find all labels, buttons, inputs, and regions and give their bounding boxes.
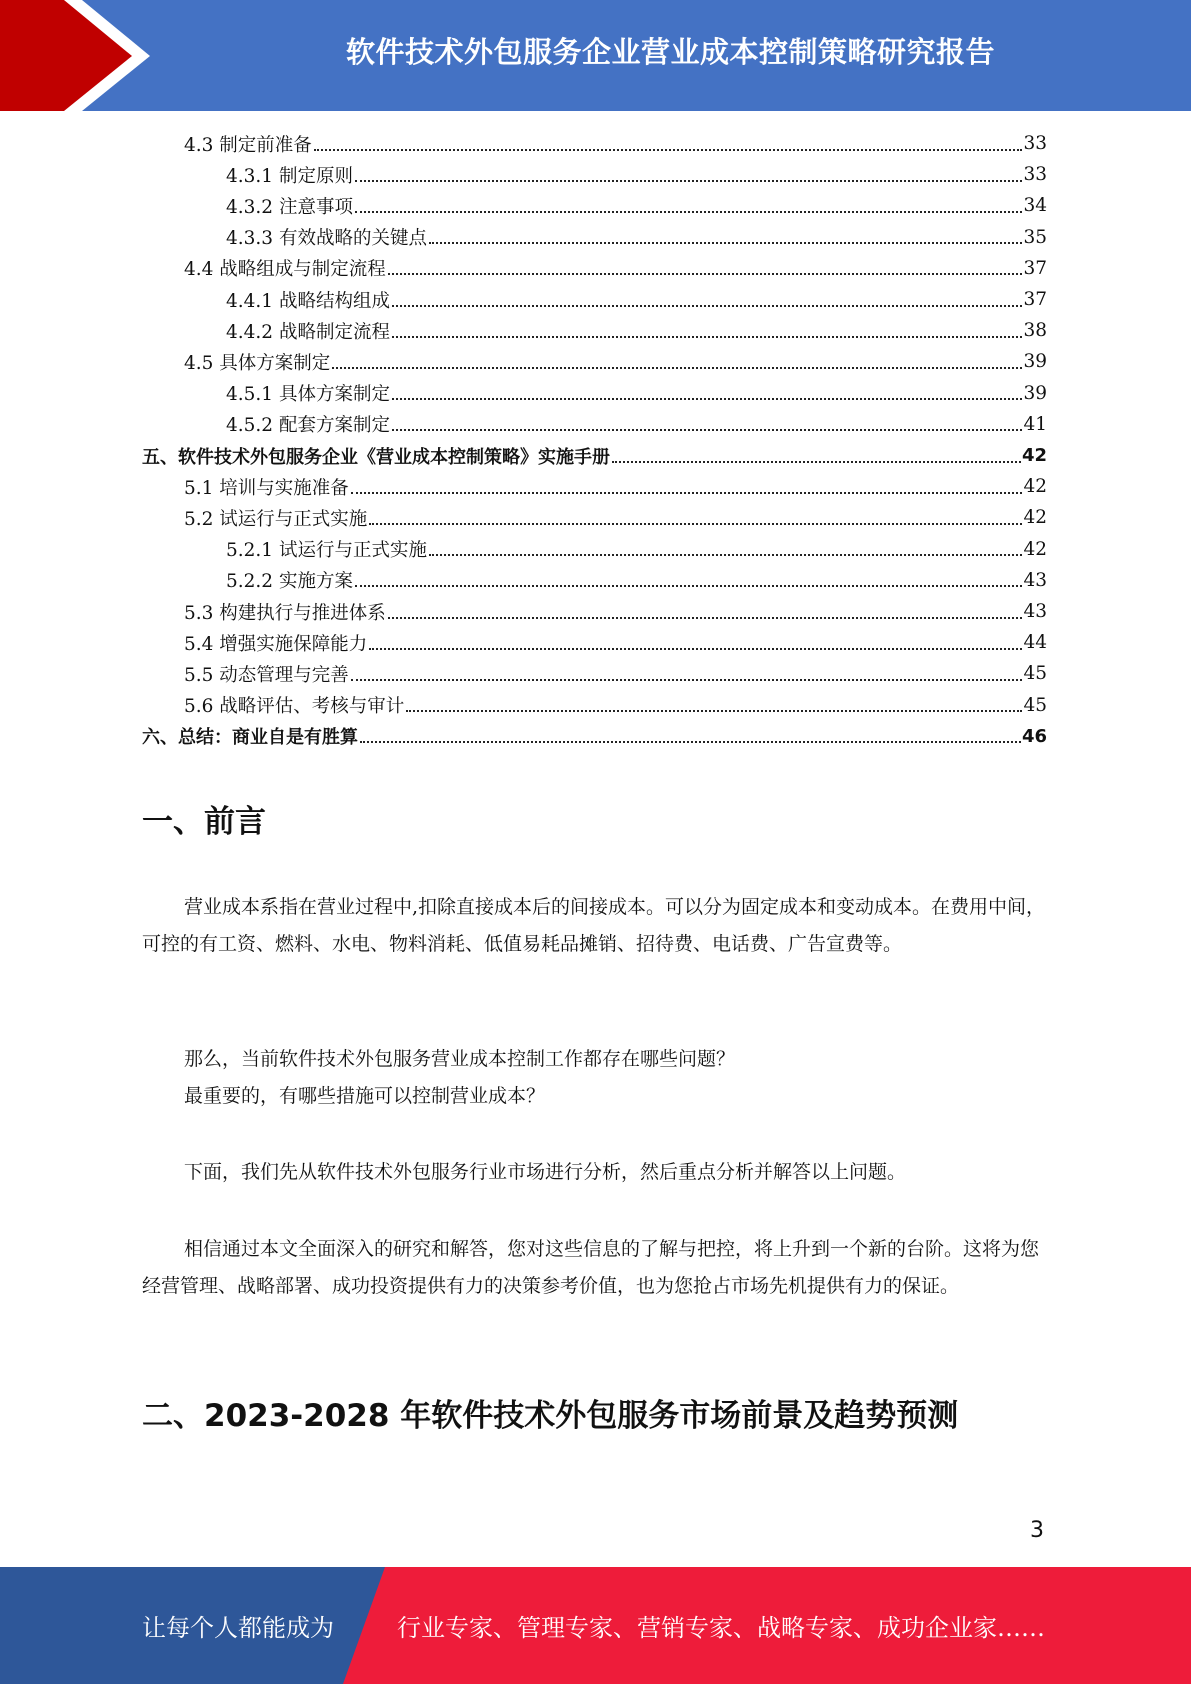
toc-entry[interactable] [226, 159, 1047, 190]
toc-entry[interactable] [226, 222, 1047, 253]
toc-dot-leader [388, 617, 1023, 619]
toc-dot-leader [360, 741, 1021, 743]
toc-entry-title: 五、软件技术外包服务企业《营业成本控制策略》实施手册 [142, 446, 610, 468]
paragraph-definition: 营业成本系指在营业过程中,扣除直接成本后的间接成本。可以分为固定成本和变动成本。在费用中间，可控的有工资、燃料、水电、物料消耗、低值易耗品摊销、招待费、电话费、广告宣费等。 [142, 896, 1046, 955]
toc-entry[interactable] [226, 284, 1047, 315]
toc-entry[interactable] [226, 190, 1047, 221]
toc-entry-title: 4.4.1 战略结构组成 [226, 290, 390, 312]
toc-entry-page: 42 [1023, 507, 1047, 529]
toc-dot-leader [355, 585, 1023, 587]
toc-entry[interactable] [184, 502, 1047, 533]
paragraph-question-2: 最重要的，有哪些措施可以控制营业成本？ [184, 1085, 546, 1107]
paragraph-approach: 下面，我们先从软件技术外包服务行业市场进行分析，然后重点分析并解答以上问题。 [184, 1161, 907, 1183]
toc-entry-page: 35 [1023, 226, 1047, 248]
page-number: 3 [1030, 1518, 1044, 1543]
toc-entry[interactable] [226, 378, 1047, 409]
toc-dot-leader [392, 429, 1022, 431]
toc-entry-page: 42 [1021, 445, 1047, 466]
toc-entry[interactable] [226, 409, 1047, 440]
toc-dot-leader [369, 648, 1022, 650]
toc-entry[interactable] [184, 253, 1047, 284]
toc-entry-title: 5.5 动态管理与完善 [184, 664, 349, 686]
toc-dot-leader [351, 679, 1023, 681]
footer-slogan-left: 让每个人都能成为 [142, 1614, 334, 1642]
toc-entry-page: 33 [1023, 133, 1047, 154]
toc-entry-title: 六、总结：商业自是有胜算 [142, 727, 358, 749]
toc-entry-title: 5.3 构建执行与推进体系 [184, 602, 386, 624]
paragraph-question-1: 那么，当前软件技术外包服务营业成本控制工作都存在哪些问题？ [184, 1048, 736, 1070]
toc-entry-title: 5.2.2 实施方案 [226, 571, 353, 593]
toc-entry-title: 5.4 增强实施保障能力 [184, 633, 368, 655]
toc-dot-leader [332, 367, 1022, 369]
toc-entry-page: 45 [1023, 694, 1047, 716]
toc-entry[interactable] [226, 534, 1047, 565]
toc-dot-leader [392, 305, 1022, 307]
toc-entry-title: 4.5 具体方案制定 [184, 352, 331, 374]
toc-entry[interactable] [184, 471, 1047, 502]
section-heading-preface: 一、前言 [142, 804, 266, 840]
toc-entry-page: 37 [1023, 257, 1047, 279]
toc-entry-page: 37 [1023, 289, 1047, 310]
toc-entry[interactable] [142, 721, 1047, 752]
toc-entry[interactable] [184, 658, 1047, 689]
toc-entry[interactable] [142, 440, 1047, 471]
toc-entry-page: 33 [1023, 164, 1047, 186]
toc-entry-page: 45 [1023, 663, 1047, 685]
toc-dot-leader [369, 523, 1022, 525]
toc-entry-title: 4.4 战略组成与制定流程 [184, 259, 386, 281]
toc-entry-title: 5.6 战略评估、考核与审计 [184, 696, 405, 718]
toc-dot-leader [392, 398, 1022, 400]
paragraph-value: 相信通过本文全面深入的研究和解答，您对这些信息的了解与把控，将上升到一个新的台阶。这将为您经营管理、战略部署、成功投资提供有力的决策参考价值，也为您抢占市场先机提供有力的保证。 [142, 1238, 1040, 1297]
toc-entry-title: 4.4.2 战略制定流程 [226, 321, 390, 343]
toc-entry-page: 42 [1023, 538, 1047, 560]
toc-entry[interactable] [184, 627, 1047, 658]
toc-entry-page: 41 [1023, 413, 1047, 435]
toc-entry[interactable] [184, 128, 1047, 159]
report-title: 软件技术外包服务企业营业成本控制策略研究报告 [345, 34, 995, 69]
toc-entry-title: 4.3.3 有效战略的关键点 [226, 228, 427, 250]
toc-dot-leader [314, 149, 1023, 151]
toc-entry-page: 42 [1023, 476, 1047, 498]
toc-entry[interactable] [184, 690, 1047, 721]
header-red-arrow [0, 0, 132, 111]
toc-entry[interactable] [184, 596, 1047, 627]
toc-entry[interactable] [184, 346, 1047, 377]
section-heading-market: 二、2023-2028 年软件技术外包服务市场前景及趋势预测 [142, 1398, 959, 1434]
page-header [0, 0, 1191, 111]
toc-entry[interactable] [226, 565, 1047, 596]
toc-entry-page: 43 [1023, 569, 1047, 591]
toc-dot-leader [392, 336, 1022, 338]
toc-entry-title: 4.3.1 制定原则 [226, 165, 353, 187]
toc-dot-leader [388, 273, 1023, 275]
toc-dot-leader [429, 242, 1022, 244]
toc-entry-page: 46 [1021, 725, 1047, 747]
toc-entry-title: 5.2.1 试运行与正式实施 [226, 540, 427, 562]
toc-entry-title: 4.3 制定前准备 [184, 134, 312, 156]
toc-dot-leader [355, 211, 1023, 213]
toc-dot-leader [355, 180, 1023, 182]
toc-dot-leader [612, 461, 1021, 463]
toc-entry-page: 44 [1023, 632, 1047, 654]
toc-entry-title: 4.5.1 具体方案制定 [226, 384, 390, 406]
toc-entry[interactable] [226, 315, 1047, 346]
toc-entry-page: 38 [1023, 320, 1047, 342]
page-footer [0, 1567, 1191, 1684]
toc-entry-page: 34 [1023, 195, 1047, 217]
toc-dot-leader [351, 492, 1023, 494]
toc-entry-title: 5.2 试运行与正式实施 [184, 508, 368, 530]
toc-entry-page: 43 [1023, 601, 1047, 622]
toc-dot-leader [429, 554, 1022, 556]
toc-entry-title: 4.3.2 注意事项 [226, 196, 353, 218]
footer-slogan-right: 行业专家、管理专家、营销专家、战略专家、成功企业家…… [397, 1614, 1045, 1642]
toc-dot-leader [406, 710, 1022, 712]
toc-entry-page: 39 [1023, 351, 1047, 373]
toc-entry-title: 4.5.2 配套方案制定 [226, 415, 390, 437]
toc-entry-title: 5.1 培训与实施准备 [184, 477, 349, 499]
toc-entry-page: 39 [1023, 382, 1047, 404]
